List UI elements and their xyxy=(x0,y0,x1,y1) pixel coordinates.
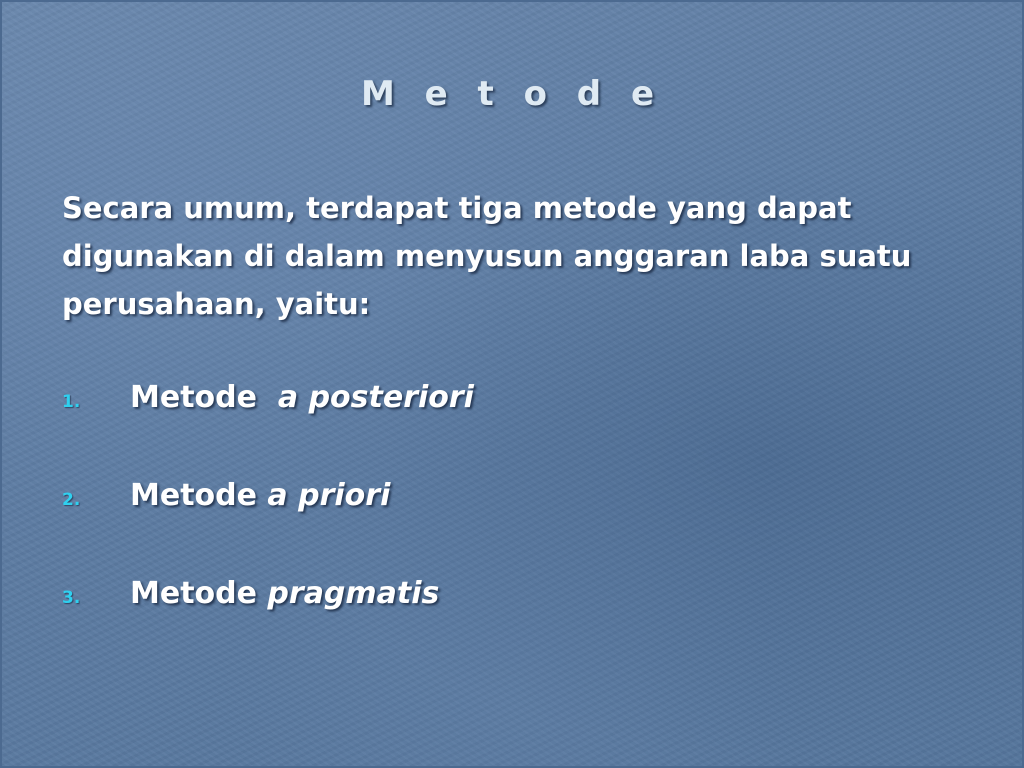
method-label: Metode xyxy=(130,380,278,415)
method-name: pragmatis xyxy=(267,576,440,611)
method-label: Metode xyxy=(130,478,268,513)
list-item-text xyxy=(130,576,439,611)
method-name: a posteriori xyxy=(277,380,474,415)
intro-paragraph xyxy=(62,184,982,328)
slide-title: M e t o d e xyxy=(360,74,664,114)
intro-line: perusahaan, yaitu: xyxy=(62,287,371,321)
list-number: 3. xyxy=(62,588,81,608)
intro-line: digunakan di dalam menyusun anggaran laba suatu xyxy=(62,239,912,273)
list-item-text xyxy=(130,380,474,415)
method-name: a priori xyxy=(267,478,391,513)
method-list xyxy=(62,380,962,674)
list-item-text xyxy=(130,478,390,513)
method-label: Metode xyxy=(130,576,268,611)
list-number: 1. xyxy=(62,392,81,412)
list-item xyxy=(62,576,962,674)
list-number: 2. xyxy=(62,490,81,510)
intro-line: Secara umum, terdapat tiga metode yang dapat xyxy=(62,191,852,225)
list-item xyxy=(62,380,962,478)
list-item xyxy=(62,478,962,576)
